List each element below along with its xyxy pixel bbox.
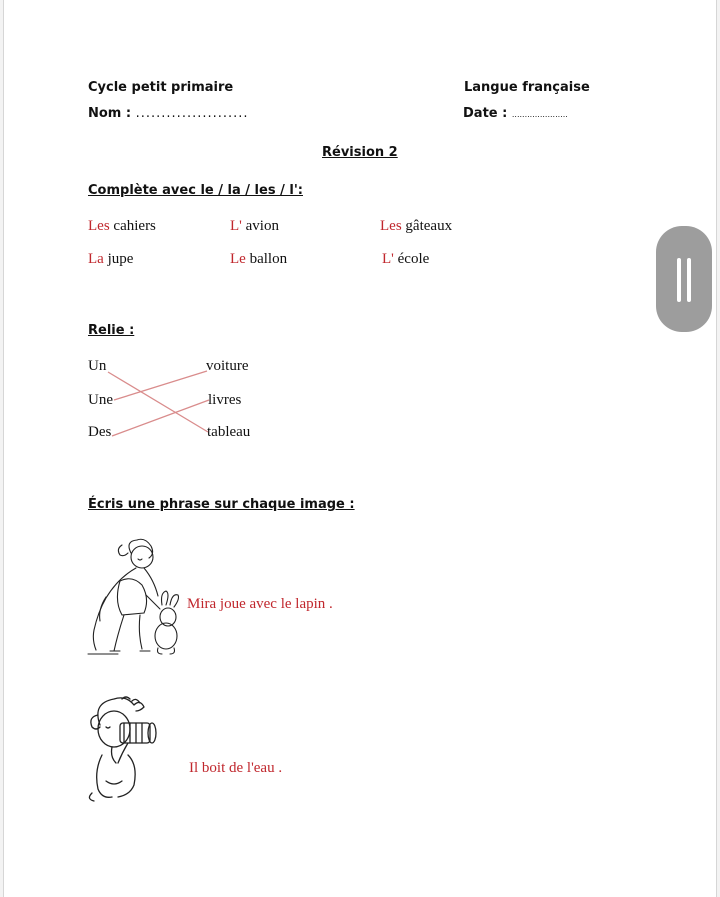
relie-line: [114, 371, 207, 400]
subject-label: Langue française: [464, 80, 590, 95]
noun: école: [397, 251, 430, 267]
worksheet-page: [3, 0, 717, 897]
grip-bar-icon: [687, 258, 691, 302]
boy-drinking-illustration: [82, 695, 172, 805]
noun: jupe: [107, 251, 134, 267]
article-answer: Les: [380, 218, 402, 234]
noun: avion: [245, 218, 279, 234]
relie-right-word: tableau: [207, 424, 251, 440]
noun: cahiers: [113, 218, 156, 234]
exercise3-instruction: Écris une phrase sur chaque image :: [88, 497, 355, 512]
article-answer: Le: [230, 251, 246, 267]
article-answer: Les: [88, 218, 110, 234]
cycle-label: Cycle petit primaire: [88, 80, 234, 95]
relie-line: [112, 400, 209, 436]
noun: ballon: [249, 251, 288, 267]
scroll-handle[interactable]: [656, 226, 712, 332]
date-dots: ......................: [511, 110, 568, 119]
article-answer: L': [382, 251, 394, 267]
relie-left-word: Une: [88, 392, 113, 408]
article-answer: L': [230, 218, 242, 234]
noun: gâteaux: [405, 218, 453, 234]
relie-line: [108, 372, 208, 432]
exercise1-instruction: Complète avec le / la / les / l':: [88, 183, 303, 198]
article-answer: La: [88, 251, 104, 267]
worksheet-title: Révision 2: [322, 145, 398, 160]
relie-left-word: Des: [88, 424, 112, 440]
relie-right-word: voiture: [206, 358, 249, 374]
answer-sentence: Mira joue avec le lapin .: [187, 596, 333, 612]
name-label: Nom :: [88, 106, 132, 121]
exercise2-instruction: Relie :: [88, 323, 135, 338]
relie-right-word: livres: [208, 392, 242, 408]
name-dots: ......................: [135, 106, 249, 121]
answer-sentence: Il boit de l'eau .: [189, 760, 283, 776]
girl-with-rabbit-illustration: [84, 537, 182, 659]
date-label: Date :: [463, 106, 508, 121]
relie-left-word: Un: [88, 358, 107, 374]
grip-bar-icon: [677, 258, 681, 302]
